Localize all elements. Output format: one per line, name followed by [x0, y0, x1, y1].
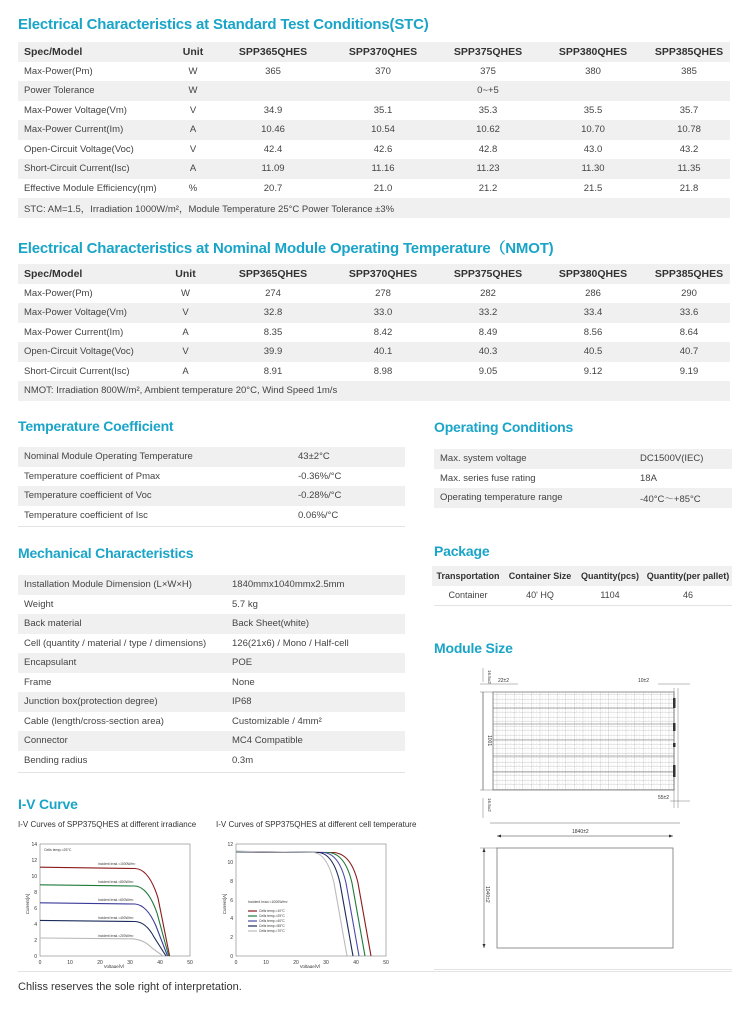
divider	[18, 526, 405, 527]
table-row	[18, 692, 405, 712]
svg-text:6: 6	[230, 898, 233, 904]
svg-text:Cells temp.=40°C: Cells temp.=40°C	[259, 919, 285, 924]
unit: %	[188, 182, 198, 194]
value: IP68	[232, 696, 252, 708]
iv-curve-title: I-V Curve	[18, 796, 78, 812]
label: Frame	[24, 676, 52, 688]
module-size-title: Module Size	[434, 640, 513, 656]
svg-text:4: 4	[230, 916, 233, 922]
value: 8.42	[373, 326, 393, 338]
svg-text:40: 40	[157, 960, 163, 966]
table-row	[434, 469, 732, 489]
header-model: SPP380QHES	[558, 267, 628, 280]
value: MC4 Compatible	[232, 735, 303, 747]
temp-coeff-table	[18, 447, 405, 525]
nmot-table	[18, 264, 730, 401]
svg-text:Current[A]: Current[A]	[222, 893, 227, 915]
spec-label: Effective Module Efficiency(ηm)	[24, 182, 157, 194]
package-table	[432, 566, 732, 605]
svg-text:12: 12	[31, 858, 37, 864]
table-row	[432, 586, 732, 606]
value: 40.5	[583, 346, 603, 358]
table-row	[18, 140, 730, 160]
header-unit: Unit	[175, 267, 196, 280]
module-front-drawing	[480, 668, 690, 818]
svg-text:30: 30	[127, 960, 133, 966]
svg-text:4: 4	[34, 922, 37, 928]
table-row	[18, 653, 405, 673]
footer-text: Chliss reserves the sole right of interpretation.	[18, 981, 242, 993]
header-model: SPP370QHES	[348, 45, 418, 58]
label: Weight	[24, 598, 54, 610]
chart2-caption: I-V Curves of SPP375QHES at different cell temperature	[216, 820, 417, 829]
svg-text:30: 30	[323, 960, 329, 966]
label: Max. system voltage	[440, 453, 527, 465]
table-row	[18, 284, 730, 304]
unit: V	[189, 104, 197, 116]
value: 0.3m	[232, 754, 254, 766]
dim-back-height: 1040±2	[484, 886, 490, 903]
header-spec: Spec/Model	[24, 267, 83, 280]
iv-temperature-chart	[218, 838, 403, 968]
value: 35.1	[373, 104, 393, 116]
header-model: SPP375QHES	[453, 45, 523, 58]
table-row	[18, 101, 730, 121]
value: 42.6	[373, 143, 393, 155]
value: 370	[375, 65, 391, 77]
svg-text:10: 10	[227, 860, 233, 866]
value: 40.3	[478, 346, 498, 358]
dim-side-top: 16.5±2	[487, 670, 492, 684]
value: 35.3	[478, 104, 498, 116]
value: 40.1	[373, 346, 393, 358]
stc-header-row	[18, 42, 730, 62]
spec-label: Max-Power(Pm)	[24, 65, 93, 77]
value: 33.4	[583, 307, 603, 319]
svg-text:Incident Irrad.=1000W/m²: Incident Irrad.=1000W/m²	[98, 862, 136, 866]
dim-bottom-right: 55±2	[658, 795, 670, 801]
table-row	[434, 488, 732, 508]
svg-text:50: 50	[187, 960, 193, 966]
svg-text:0: 0	[230, 954, 233, 960]
dim-top-right: 10±2	[638, 678, 650, 684]
label: Operating temperature range	[440, 492, 563, 504]
unit: V	[189, 143, 197, 155]
unit: A	[189, 124, 197, 136]
value: 8.35	[263, 326, 283, 338]
svg-text:10: 10	[31, 874, 37, 880]
value: 40' HQ	[526, 590, 554, 601]
nmot-header-row	[18, 264, 730, 284]
svg-text:14: 14	[31, 842, 37, 848]
dim-height: 1001	[486, 735, 492, 747]
value: 35.5	[583, 104, 603, 116]
value: 8.49	[478, 326, 498, 338]
value: 1840mmx1040mmx2.5mm	[232, 579, 345, 591]
table-row	[18, 506, 405, 526]
value: 21.8	[679, 182, 699, 194]
table-row	[18, 731, 405, 751]
dim-top-left: 22±2	[498, 678, 510, 684]
table-row	[18, 303, 730, 323]
svg-text:Incident Irrad.=800W/m²: Incident Irrad.=800W/m²	[98, 880, 134, 884]
svg-text:0: 0	[34, 954, 37, 960]
value: 365	[265, 65, 281, 77]
value: 20.7	[263, 182, 283, 194]
label: Back material	[24, 618, 82, 630]
value: 8.91	[263, 365, 283, 377]
spec-label: Max-Power Voltage(Vm)	[24, 104, 127, 116]
value: Back Sheet(white)	[232, 618, 310, 630]
svg-text:2: 2	[230, 935, 233, 941]
spec-label: Max-Power Current(Im)	[24, 326, 124, 338]
value: 8.98	[373, 365, 393, 377]
table-row	[18, 595, 405, 615]
header-model: SPP370QHES	[348, 267, 418, 280]
svg-text:Cells temp.=10°C: Cells temp.=10°C	[259, 909, 285, 914]
unit: A	[182, 326, 189, 338]
value: 33.0	[373, 307, 393, 319]
value: 286	[585, 287, 601, 299]
chart1-caption: I-V Curves of SPP375QHES at different irradiance	[18, 820, 197, 829]
value: 42.4	[263, 143, 283, 155]
dim-width: 1840±2	[572, 829, 589, 835]
svg-text:Incident Irrad.=1000W/m²: Incident Irrad.=1000W/m²	[248, 900, 288, 904]
label: Nominal Module Operating Temperature	[24, 451, 193, 463]
svg-text:8: 8	[34, 890, 37, 896]
value: 11.16	[371, 163, 395, 175]
svg-text:6: 6	[34, 906, 37, 912]
spec-label: Max-Power Current(Im)	[24, 124, 124, 136]
footer-divider	[18, 971, 732, 972]
table-row	[18, 447, 405, 467]
svg-text:40: 40	[353, 960, 359, 966]
value: 290	[681, 287, 697, 299]
header-model: SPP380QHES	[558, 45, 628, 58]
value: 33.6	[679, 307, 699, 319]
package-title: Package	[434, 543, 490, 559]
header: Quantity(per pallet)	[646, 570, 730, 581]
value: 9.05	[478, 365, 498, 377]
value: POE	[232, 657, 253, 669]
header-spec: Spec/Model	[24, 45, 83, 58]
value: Container	[448, 590, 488, 601]
svg-text:Voltage[V]: Voltage[V]	[299, 964, 321, 968]
module-back-drawing	[480, 818, 700, 950]
header: Container Size	[508, 570, 572, 581]
svg-text:Cells temp.=25°C: Cells temp.=25°C	[44, 848, 72, 852]
value: 10.78	[677, 124, 701, 136]
value: 21.5	[583, 182, 603, 194]
table-row	[18, 575, 405, 595]
svg-text:Current[A]: Current[A]	[25, 893, 30, 915]
value: 380	[585, 65, 601, 77]
spec-label: Open-Circuit Voltage(Voc)	[24, 346, 134, 358]
value: 21.0	[373, 182, 393, 194]
label: Cell (quantity / material / type / dimensions)	[24, 637, 207, 649]
value: 43.2	[679, 143, 699, 155]
value: 9.12	[583, 365, 603, 377]
nmot-note: NMOT: Irradiation 800W/m², Ambient temperature 20°C, Wind Speed 1m/s	[24, 385, 338, 397]
divider	[18, 772, 405, 773]
spec-label: Short-Circuit Current(Isc)	[24, 365, 130, 377]
spec-label: Short-Circuit Current(Isc)	[24, 163, 130, 175]
mechanical-table	[18, 575, 405, 770]
value: 32.8	[263, 307, 283, 319]
value: 11.35	[677, 163, 701, 175]
svg-text:2: 2	[34, 938, 37, 944]
svg-text:Incident Irrad.=200W/m²: Incident Irrad.=200W/m²	[98, 934, 134, 938]
svg-text:Cells temp.=70°C: Cells temp.=70°C	[259, 929, 285, 934]
header: Quantity(pcs)	[580, 570, 639, 581]
value: 10.62	[476, 124, 500, 136]
table-row	[18, 81, 730, 101]
table-row	[18, 486, 405, 506]
value: 43.0	[583, 143, 603, 155]
header-model: SPP375QHES	[453, 267, 523, 280]
mechanical-title: Mechanical Characteristics	[18, 545, 194, 561]
svg-text:50: 50	[383, 960, 389, 966]
value: 42.8	[478, 143, 498, 155]
table-row	[18, 120, 730, 140]
value: 282	[480, 287, 496, 299]
header-model: SPP365QHES	[238, 45, 308, 58]
value: 8.64	[679, 326, 699, 338]
table-row	[18, 751, 405, 771]
value: 9.19	[679, 365, 699, 377]
table-row	[18, 614, 405, 634]
value: 34.9	[263, 104, 283, 116]
divider	[434, 969, 732, 970]
label: Encapsulant	[24, 657, 77, 669]
header: Transportation	[436, 570, 500, 581]
unit: V	[182, 346, 189, 358]
svg-text:0: 0	[234, 960, 238, 966]
svg-text:Cells temp.=25°C: Cells temp.=25°C	[259, 914, 285, 919]
label: Temperature coefficient of Pmax	[24, 470, 161, 482]
dim-side-bottom: 16.5±2	[487, 798, 492, 812]
value: Customizable / 4mm²	[232, 715, 322, 727]
table-row	[18, 362, 730, 382]
svg-text:0: 0	[38, 960, 42, 966]
value: 8.56	[583, 326, 603, 338]
unit: V	[182, 307, 189, 319]
value: 375	[480, 65, 496, 77]
table-row	[18, 673, 405, 693]
header-model: SPP385QHES	[654, 45, 724, 58]
svg-text:10: 10	[67, 960, 73, 966]
nmot-note-row	[18, 381, 730, 401]
value: 43±2°C	[298, 451, 330, 463]
value: -0.36%/°C	[298, 470, 342, 482]
label: Bending radius	[24, 754, 88, 766]
svg-text:Incident Irrad.=600W/m²: Incident Irrad.=600W/m²	[98, 898, 134, 902]
value: 10.46	[261, 124, 285, 136]
value: 11.23	[476, 163, 500, 175]
header-model: SPP365QHES	[238, 267, 308, 280]
value: 40.7	[679, 346, 699, 358]
value: 10.70	[581, 124, 605, 136]
table-row	[18, 712, 405, 732]
label: Temperature coefficient of Isc	[24, 509, 148, 521]
spec-label: Open-Circuit Voltage(Voc)	[24, 143, 134, 155]
spec-label: Max-Power Voltage(Vm)	[24, 307, 127, 319]
package-header-row	[432, 566, 732, 586]
table-row	[18, 467, 405, 487]
divider	[434, 605, 732, 606]
value: 35.7	[679, 104, 699, 116]
table-row	[18, 634, 405, 654]
operating-table	[434, 449, 732, 508]
label: Temperature coefficient of Voc	[24, 490, 152, 502]
table-row	[434, 449, 732, 469]
nmot-title: Electrical Characteristics at Nominal Module Operating Temperature（NMOT)	[18, 240, 554, 257]
value: 18A	[640, 472, 657, 484]
value: 46	[682, 590, 693, 601]
operating-title: Operating Conditions	[434, 419, 574, 435]
value: None	[232, 676, 255, 688]
label: Max. series fuse rating	[440, 472, 536, 484]
value: -0.28%/°C	[298, 490, 342, 502]
value: -40°C～+85°C	[640, 493, 701, 505]
unit: W	[188, 65, 198, 77]
label: Connector	[24, 735, 68, 747]
unit: W	[181, 287, 190, 299]
label: Cable (length/cross-section area)	[24, 715, 164, 727]
value: 39.9	[263, 346, 283, 358]
svg-text:Cells temp.=55°C: Cells temp.=55°C	[259, 924, 285, 929]
stc-note: STC: AM=1.5，Irradiation 1000W/m²，Module Temperature 25°C Power Tolerance ±3%	[24, 203, 395, 215]
table-row	[18, 62, 730, 82]
label: Junction box(protection degree)	[24, 696, 158, 708]
stc-title: Electrical Characteristics at Standard Test Conditions(STC)	[18, 16, 429, 33]
svg-text:10: 10	[263, 960, 269, 966]
spec-label: Max-Power(Pm)	[24, 287, 93, 299]
merged-value: 0~+5	[477, 85, 499, 97]
value: 11.09	[261, 163, 285, 175]
value: DC1500V(IEC)	[640, 453, 704, 465]
unit: A	[182, 365, 189, 377]
stc-table	[18, 42, 730, 218]
value: 1104	[600, 590, 620, 601]
value: 10.54	[371, 124, 395, 136]
table-row	[18, 179, 730, 199]
label: Installation Module Dimension (L×W×H)	[24, 579, 192, 591]
value: 11.30	[581, 163, 605, 175]
spec-label: Power Tolerance	[24, 85, 95, 97]
table-row	[18, 323, 730, 343]
svg-text:Voltage[V]: Voltage[V]	[103, 964, 125, 968]
value: 21.2	[478, 182, 498, 194]
unit: A	[189, 163, 197, 175]
value: 274	[265, 287, 281, 299]
value: 0.06%/°C	[298, 509, 339, 521]
svg-text:Incident Irrad.=400W/m²: Incident Irrad.=400W/m²	[98, 916, 134, 920]
value: 33.2	[478, 307, 498, 319]
iv-irradiance-chart	[20, 838, 200, 968]
table-row	[18, 342, 730, 362]
svg-text:20: 20	[97, 960, 103, 966]
unit: W	[188, 85, 198, 97]
stc-note-row	[18, 198, 730, 218]
svg-text:12: 12	[227, 842, 233, 848]
header-model: SPP385QHES	[654, 267, 724, 280]
value: 126(21x6) / Mono / Half-cell	[232, 637, 349, 649]
table-row	[18, 159, 730, 179]
svg-text:20: 20	[293, 960, 299, 966]
svg-text:8: 8	[230, 879, 233, 885]
value: 5.7 kg	[232, 598, 258, 610]
value: 278	[375, 287, 391, 299]
temp-coeff-title: Temperature Coefficient	[18, 418, 174, 434]
value: 385	[681, 65, 697, 77]
header-unit: Unit	[182, 45, 204, 58]
